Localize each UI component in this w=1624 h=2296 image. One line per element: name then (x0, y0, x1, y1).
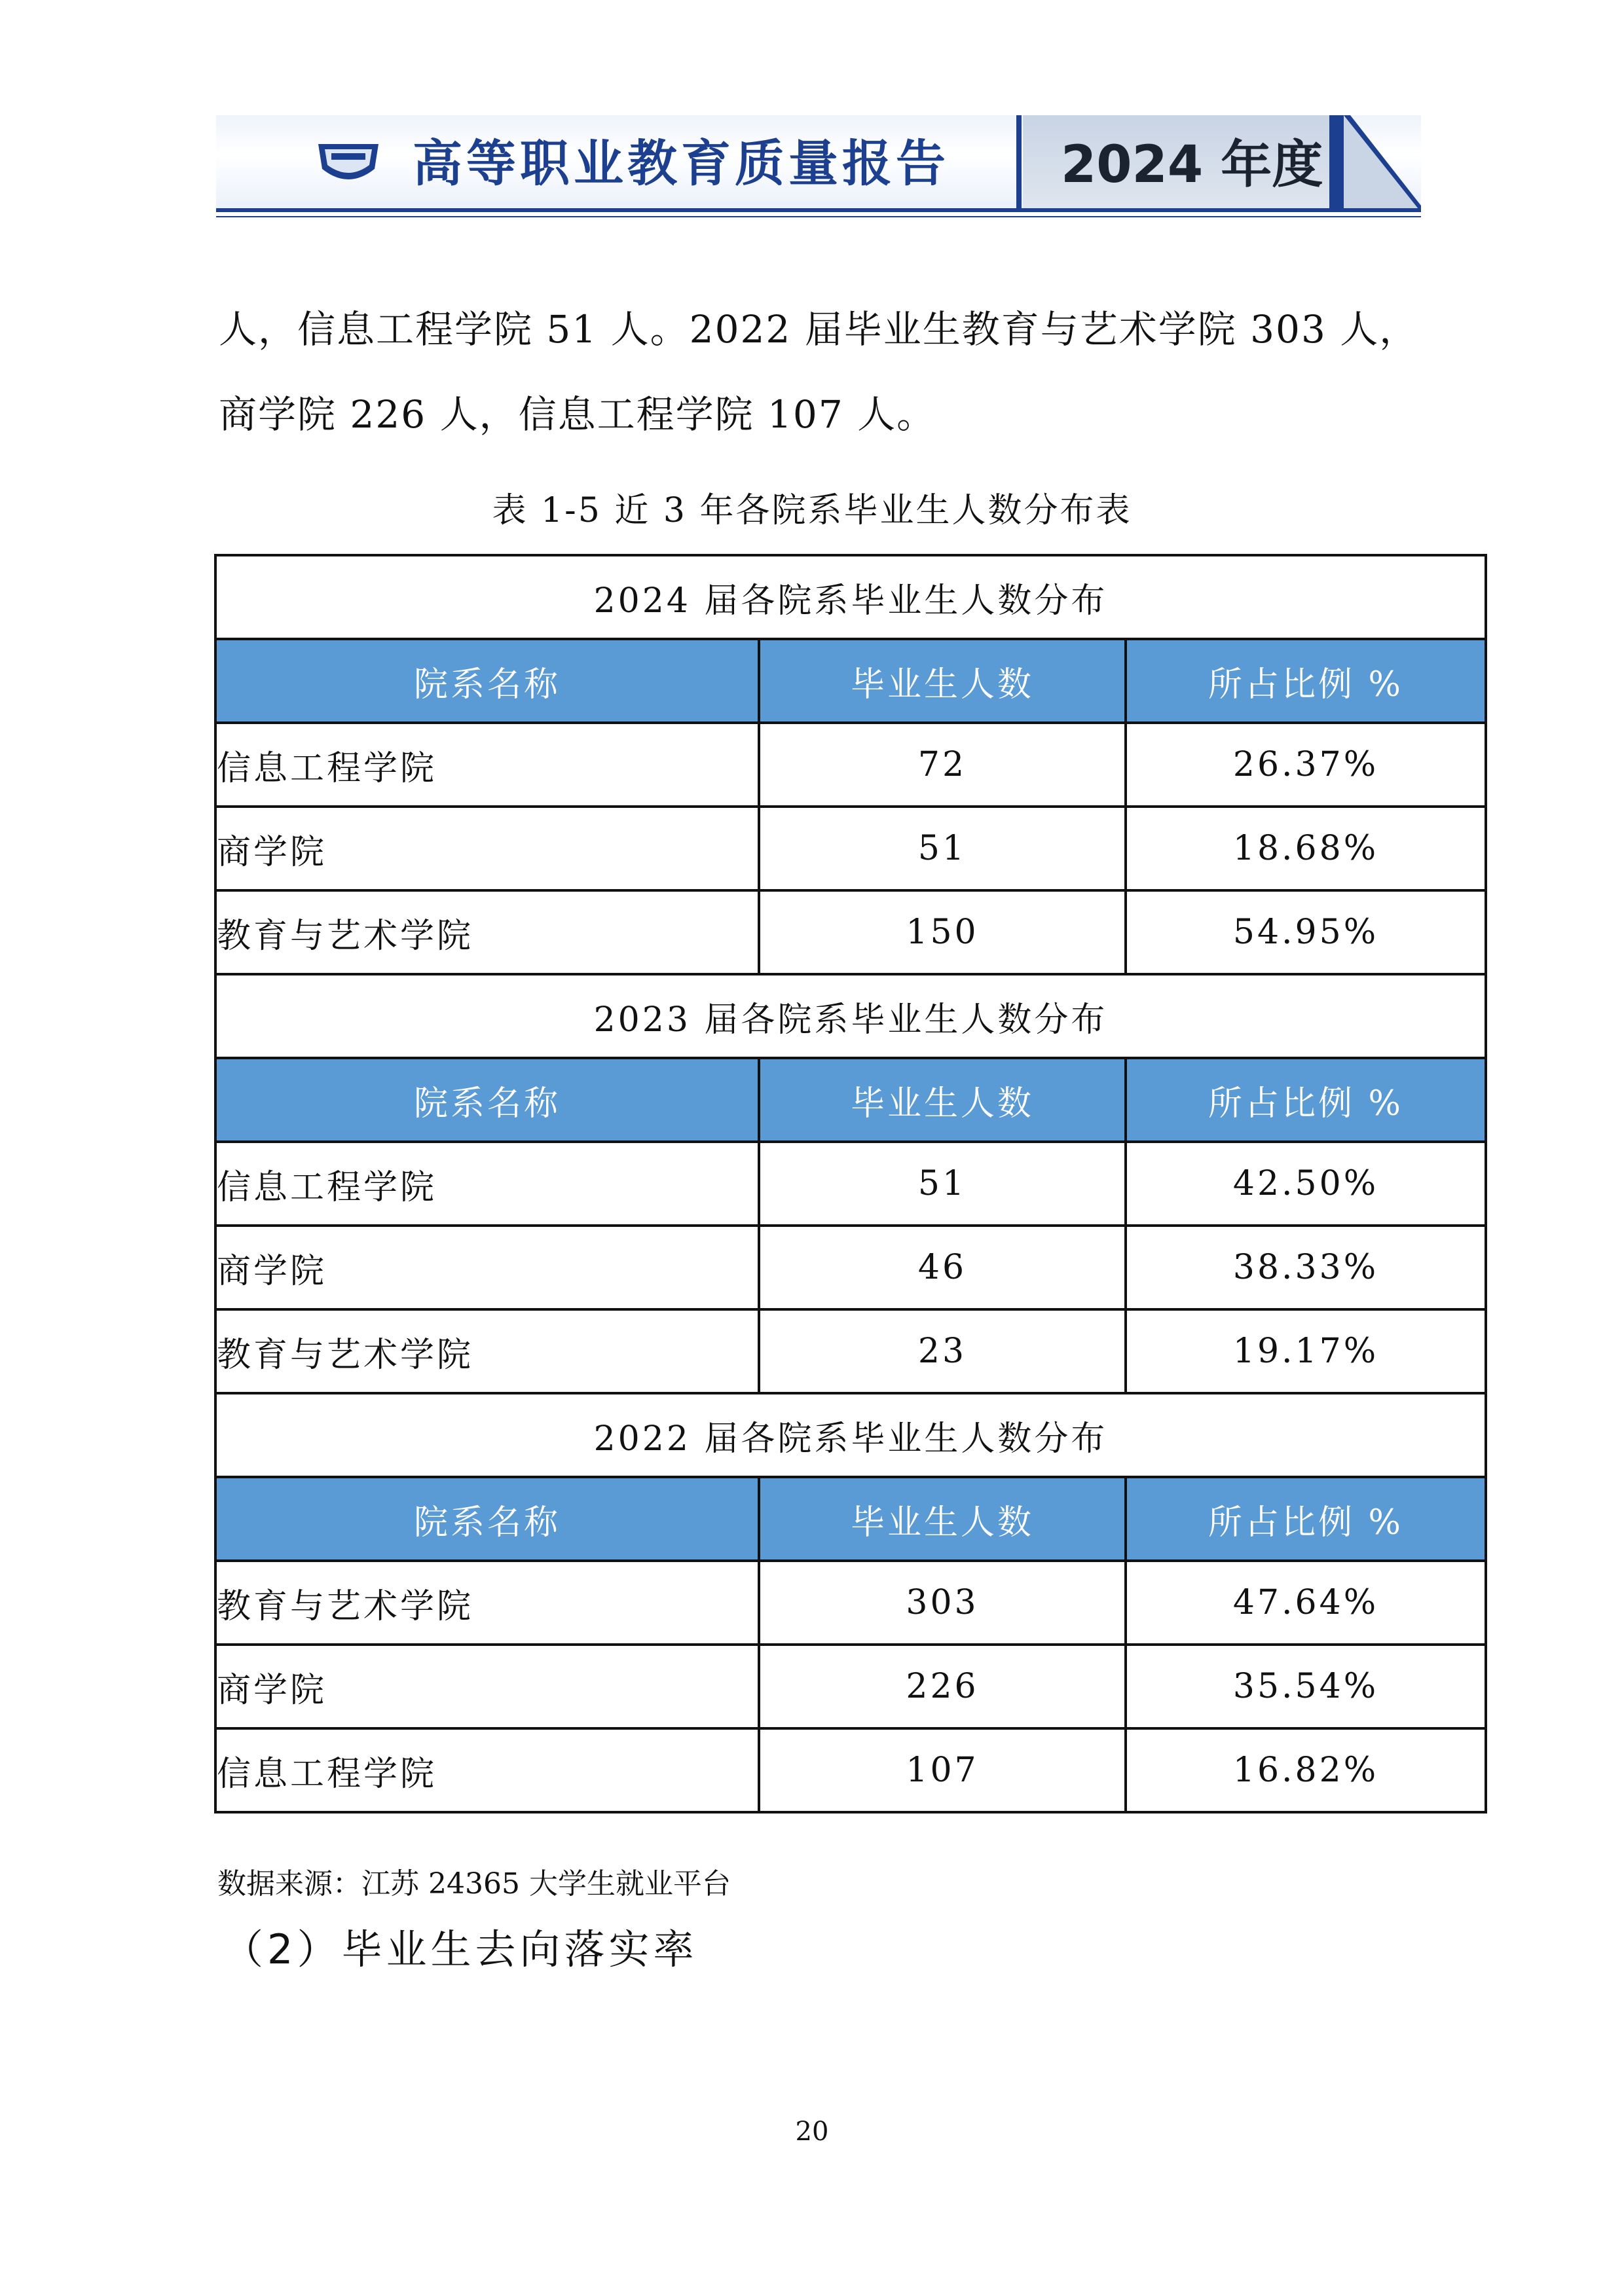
graduate-count: 150 (759, 890, 1126, 974)
graduate-count: 303 (759, 1561, 1126, 1645)
section-subheading: （2）毕业生去向落实率 (223, 1925, 698, 1973)
table-row (215, 1645, 1486, 1728)
department-name: 商学院 (215, 1645, 759, 1728)
table-row (215, 890, 1486, 974)
column-header-count: 毕业生人数 (759, 639, 1126, 723)
table-row (215, 723, 1486, 807)
section-title: 2023 届各院系毕业生人数分布 (215, 974, 1486, 1058)
banner-corner-icon (1329, 115, 1421, 212)
table-row (215, 1728, 1486, 1812)
table-row (215, 1561, 1486, 1645)
graduate-count: 72 (759, 723, 1126, 807)
graduate-count: 226 (759, 1645, 1126, 1728)
department-name: 信息工程学院 (215, 1728, 759, 1812)
graduate-count: 23 (759, 1309, 1126, 1393)
graduate-count: 46 (759, 1226, 1126, 1309)
report-year: 2024 年度 (1061, 136, 1323, 194)
table-header-row (215, 1477, 1486, 1561)
column-header-department: 院系名称 (215, 1058, 759, 1142)
column-header-percent: 所占比例 % (1126, 639, 1486, 723)
department-name: 教育与艺术学院 (215, 890, 759, 974)
section-title-row (215, 974, 1486, 1058)
graduate-percent: 19.17% (1126, 1309, 1486, 1393)
department-name: 商学院 (215, 1226, 759, 1309)
report-header-banner (216, 115, 1421, 212)
graduate-percent: 18.68% (1126, 807, 1486, 890)
graduate-percent: 47.64% (1126, 1561, 1486, 1645)
table-row (215, 1142, 1486, 1226)
graduates-distribution-table (214, 554, 1487, 1813)
column-header-percent: 所占比例 % (1126, 1058, 1486, 1142)
graduate-count: 107 (759, 1728, 1126, 1812)
graduate-percent: 26.37% (1126, 723, 1486, 807)
table-row (215, 1226, 1486, 1309)
table-row (215, 1309, 1486, 1393)
table-row (215, 807, 1486, 890)
section-title-row (215, 1393, 1486, 1477)
column-header-count: 毕业生人数 (759, 1477, 1126, 1561)
graduate-count: 51 (759, 807, 1126, 890)
table-header-row (215, 639, 1486, 723)
section-title: 2022 届各院系毕业生人数分布 (215, 1393, 1486, 1477)
graduate-percent: 38.33% (1126, 1226, 1486, 1309)
report-title: 高等职业教育质量报告 (413, 134, 950, 192)
column-header-department: 院系名称 (215, 639, 759, 723)
graduate-percent: 35.54% (1126, 1645, 1486, 1728)
page-number: 20 (795, 2117, 829, 2147)
graduate-percent: 54.95% (1126, 890, 1486, 974)
data-source-note: 数据来源：江苏 24365 大学生就业平台 (217, 1867, 731, 1901)
table-header-row (215, 1058, 1486, 1142)
table-caption: 表 1-5 近 3 年各院系毕业生人数分布表 (492, 491, 1132, 530)
department-name: 商学院 (215, 807, 759, 890)
column-header-count: 毕业生人数 (759, 1058, 1126, 1142)
column-header-department: 院系名称 (215, 1477, 759, 1561)
section-title: 2024 届各院系毕业生人数分布 (215, 555, 1486, 639)
department-name: 信息工程学院 (215, 723, 759, 807)
header-rule-thick (216, 208, 1421, 212)
department-name: 教育与艺术学院 (215, 1309, 759, 1393)
year-box-divider (1016, 115, 1022, 212)
body-paragraph-line-2: 商学院 226 人，信息工程学院 107 人。 (219, 392, 936, 437)
section-title-row (215, 555, 1486, 639)
graduate-percent: 42.50% (1126, 1142, 1486, 1226)
column-header-percent: 所占比例 % (1126, 1477, 1486, 1561)
graduate-count: 51 (759, 1142, 1126, 1226)
header-rule-thin (216, 216, 1421, 217)
body-paragraph-line-1: 人，信息工程学院 51 人。2022 届毕业生教育与艺术学院 303 人， (219, 307, 1419, 352)
school-emblem-icon (316, 137, 381, 190)
department-name: 信息工程学院 (215, 1142, 759, 1226)
department-name: 教育与艺术学院 (215, 1561, 759, 1645)
graduate-percent: 16.82% (1126, 1728, 1486, 1812)
